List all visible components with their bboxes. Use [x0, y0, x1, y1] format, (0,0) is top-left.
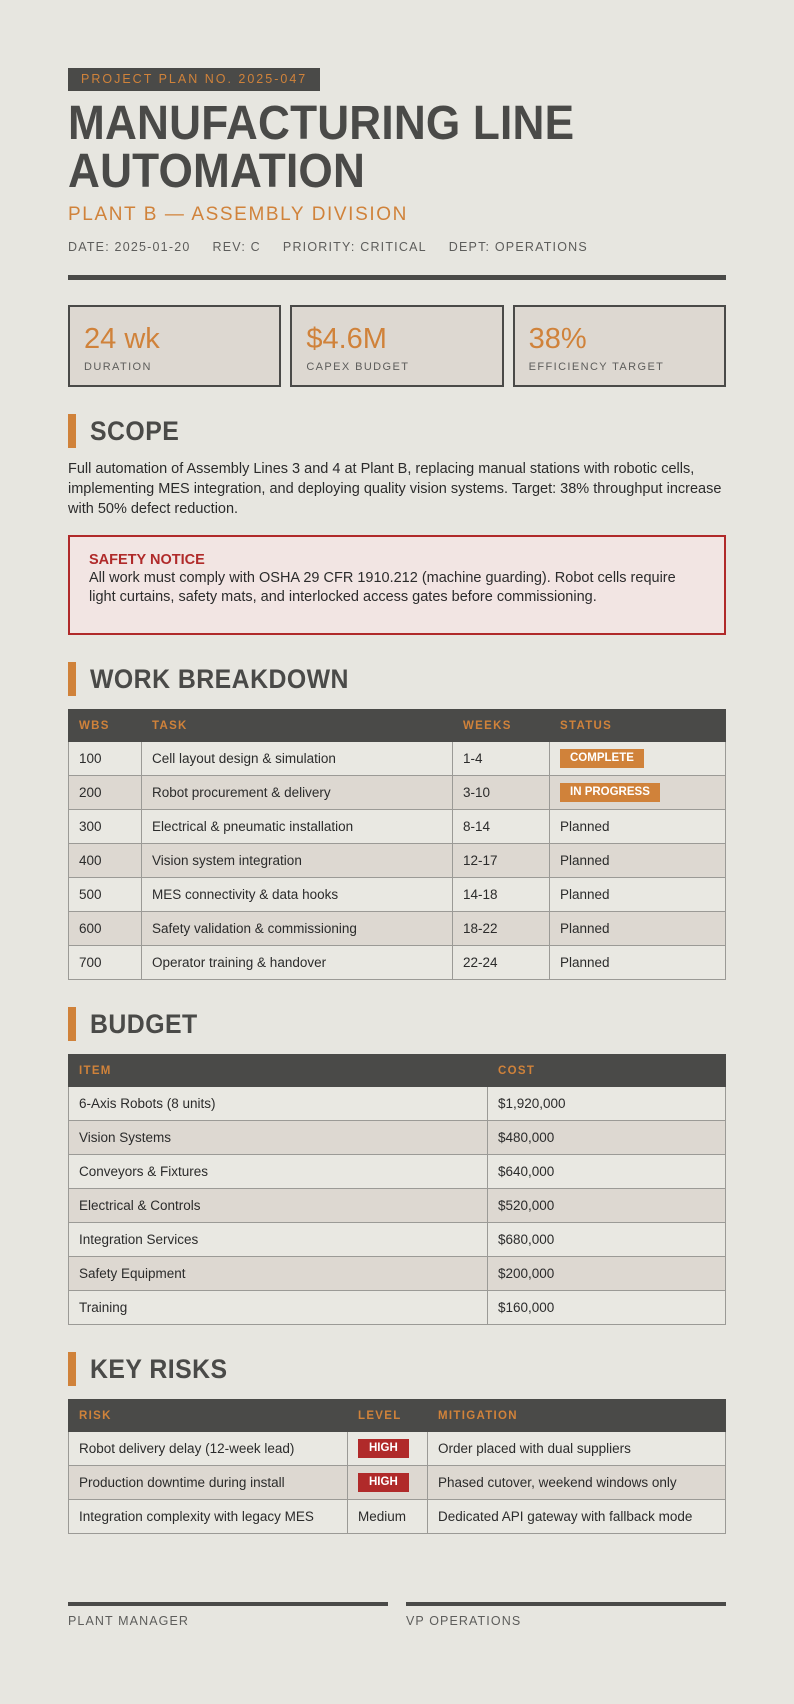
signature-plant-manager	[68, 1602, 388, 1628]
table-row	[69, 1257, 726, 1291]
cell-item: Integration Services	[69, 1223, 488, 1257]
cell-cost: $480,000	[488, 1121, 726, 1155]
cell-cost: $1,920,000	[488, 1087, 726, 1121]
cell-task: MES connectivity & data hooks	[142, 878, 453, 912]
table-row	[69, 1500, 726, 1534]
cell-mitigation: Phased cutover, weekend windows only	[428, 1466, 726, 1500]
table-row	[69, 1432, 726, 1466]
risk-level-badge-high: HIGH	[358, 1473, 409, 1492]
work-breakdown-table	[68, 709, 726, 980]
plan-number-tag: PROJECT PLAN NO. 2025-047	[68, 68, 320, 91]
budget-table	[68, 1054, 726, 1325]
cell-item: Vision Systems	[69, 1121, 488, 1155]
table-row	[69, 1121, 726, 1155]
table-row	[69, 878, 726, 912]
title-line-2: AUTOMATION	[68, 145, 366, 198]
cell-mitigation: Dedicated API gateway with fallback mode	[428, 1500, 726, 1534]
cell-task: Cell layout design & simulation	[142, 742, 453, 776]
cell-risk: Robot delivery delay (12-week lead)	[69, 1432, 348, 1466]
cell-status	[550, 776, 726, 810]
cell-wbs: 200	[69, 776, 142, 810]
table-row	[69, 946, 726, 980]
cell-weeks: 22-24	[453, 946, 550, 980]
cell-cost: $200,000	[488, 1257, 726, 1291]
section-title: WORK BREAKDOWN	[90, 663, 349, 694]
title-line-1: MANUFACTURING LINE	[68, 97, 575, 150]
cell-task: Electrical & pneumatic installation	[142, 810, 453, 844]
cell-cost: $160,000	[488, 1291, 726, 1325]
column-header-mitigation: MITIGATION	[428, 1400, 726, 1432]
cell-weeks: 12-17	[453, 844, 550, 878]
signature-line	[68, 1602, 388, 1606]
cell-status: Planned	[550, 946, 726, 980]
column-header-status: STATUS	[550, 710, 726, 742]
cell-item: Training	[69, 1291, 488, 1325]
table-row	[69, 1466, 726, 1500]
meta-row	[68, 240, 726, 254]
table-row	[69, 912, 726, 946]
table-row	[69, 776, 726, 810]
cell-wbs: 700	[69, 946, 142, 980]
cell-item: Electrical & Controls	[69, 1189, 488, 1223]
cell-wbs: 500	[69, 878, 142, 912]
stat-label: CAPEX BUDGET	[306, 361, 410, 373]
risk-level-badge-high: HIGH	[358, 1439, 409, 1458]
stat-value: $4.6M	[306, 323, 387, 355]
stat-label: DURATION	[84, 361, 152, 373]
header	[68, 68, 726, 280]
cell-task: Robot procurement & delivery	[142, 776, 453, 810]
cell-wbs: 300	[69, 810, 142, 844]
table-header-row	[69, 1400, 726, 1432]
table-row	[69, 1189, 726, 1223]
header-divider	[68, 275, 726, 280]
section-accent-bar	[68, 1352, 76, 1386]
section-accent-bar	[68, 414, 76, 448]
table-row	[69, 1087, 726, 1121]
cell-wbs: 100	[69, 742, 142, 776]
cell-status: Planned	[550, 810, 726, 844]
table-header-row	[69, 1055, 726, 1087]
table-row	[69, 1223, 726, 1257]
stat-value: 38%	[528, 323, 587, 355]
cell-mitigation: Order placed with dual suppliers	[428, 1432, 726, 1466]
column-header-risk: RISK	[69, 1400, 348, 1432]
table-row	[69, 1291, 726, 1325]
status-badge-complete: COMPLETE	[560, 749, 644, 768]
column-header-weeks: WEEKS	[453, 710, 550, 742]
cell-risk: Production downtime during install	[69, 1466, 348, 1500]
signature-vp-operations	[406, 1602, 726, 1628]
column-header-level: LEVEL	[348, 1400, 428, 1432]
cell-risk: Integration complexity with legacy MES	[69, 1500, 348, 1534]
cell-cost: $520,000	[488, 1189, 726, 1223]
cell-wbs: 400	[69, 844, 142, 878]
safety-notice-title: SAFETY NOTICE	[89, 552, 205, 568]
cell-task: Safety validation & commissioning	[142, 912, 453, 946]
stat-card-efficiency	[513, 305, 726, 387]
section-heading-scope	[68, 414, 726, 448]
stat-value: 24 wk	[84, 323, 160, 355]
section-heading-work-breakdown	[68, 662, 726, 696]
table-row	[69, 742, 726, 776]
cell-status: Planned	[550, 912, 726, 946]
status-badge-in-progress: IN PROGRESS	[560, 783, 660, 802]
cell-level	[348, 1432, 428, 1466]
section-title: BUDGET	[90, 1008, 198, 1039]
cell-status	[550, 742, 726, 776]
risks-table	[68, 1399, 726, 1534]
cell-wbs: 600	[69, 912, 142, 946]
cell-status: Planned	[550, 878, 726, 912]
table-header-row	[69, 710, 726, 742]
stat-card-duration	[68, 305, 281, 387]
cell-item: Conveyors & Fixtures	[69, 1155, 488, 1189]
column-header-item: ITEM	[69, 1055, 488, 1087]
section-accent-bar	[68, 1007, 76, 1041]
safety-notice	[68, 535, 726, 635]
column-header-task: TASK	[142, 710, 453, 742]
signature-block	[68, 1602, 726, 1628]
cell-level: Medium	[348, 1500, 428, 1534]
section-accent-bar	[68, 662, 76, 696]
safety-notice-text: All work must comply with OSHA 29 CFR 1910.212 (machine guarding). Robot cells require light curtains, safety mats, and interlocked access gates before commissioning.	[89, 570, 676, 605]
cell-item: Safety Equipment	[69, 1257, 488, 1291]
cell-status: Planned	[550, 844, 726, 878]
signature-label: VP OPERATIONS	[406, 1614, 522, 1628]
section-heading-budget	[68, 1007, 726, 1041]
meta-priority: PRIORITY: CRITICAL	[282, 240, 427, 254]
meta-date: DATE: 2025-01-20	[68, 240, 191, 254]
cell-cost: $640,000	[488, 1155, 726, 1189]
meta-department: DEPT: OPERATIONS	[448, 240, 588, 254]
cell-weeks: 3-10	[453, 776, 550, 810]
cell-task: Vision system integration	[142, 844, 453, 878]
signature-line	[406, 1602, 726, 1606]
document-title	[68, 97, 730, 198]
section-title: SCOPE	[90, 415, 180, 446]
table-row	[69, 810, 726, 844]
cell-weeks: 8-14	[453, 810, 550, 844]
table-row	[69, 844, 726, 878]
section-title: KEY RISKS	[90, 1353, 228, 1384]
scope-text: Full automation of Assembly Lines 3 and 4 at Plant B, replacing manual stations with robotic cells, implementing MES integration, and deploying quality vision systems. Target: 38% throughput increase with 50% defect reduction.	[68, 461, 722, 517]
meta-revision: REV: C	[212, 240, 261, 254]
cell-cost: $680,000	[488, 1223, 726, 1257]
stat-card-capex	[290, 305, 503, 387]
stat-label: EFFICIENCY TARGET	[528, 361, 665, 373]
table-row	[69, 1155, 726, 1189]
cell-level	[348, 1466, 428, 1500]
cell-weeks: 1-4	[453, 742, 550, 776]
signature-label: PLANT MANAGER	[68, 1614, 190, 1628]
cell-task: Operator training & handover	[142, 946, 453, 980]
stats-row	[68, 305, 726, 387]
document-subtitle: PLANT B — ASSEMBLY DIVISION	[68, 204, 408, 225]
cell-weeks: 14-18	[453, 878, 550, 912]
section-heading-key-risks	[68, 1352, 726, 1386]
column-header-wbs: WBS	[69, 710, 142, 742]
column-header-cost: COST	[488, 1055, 726, 1087]
cell-item: 6-Axis Robots (8 units)	[69, 1087, 488, 1121]
cell-weeks: 18-22	[453, 912, 550, 946]
